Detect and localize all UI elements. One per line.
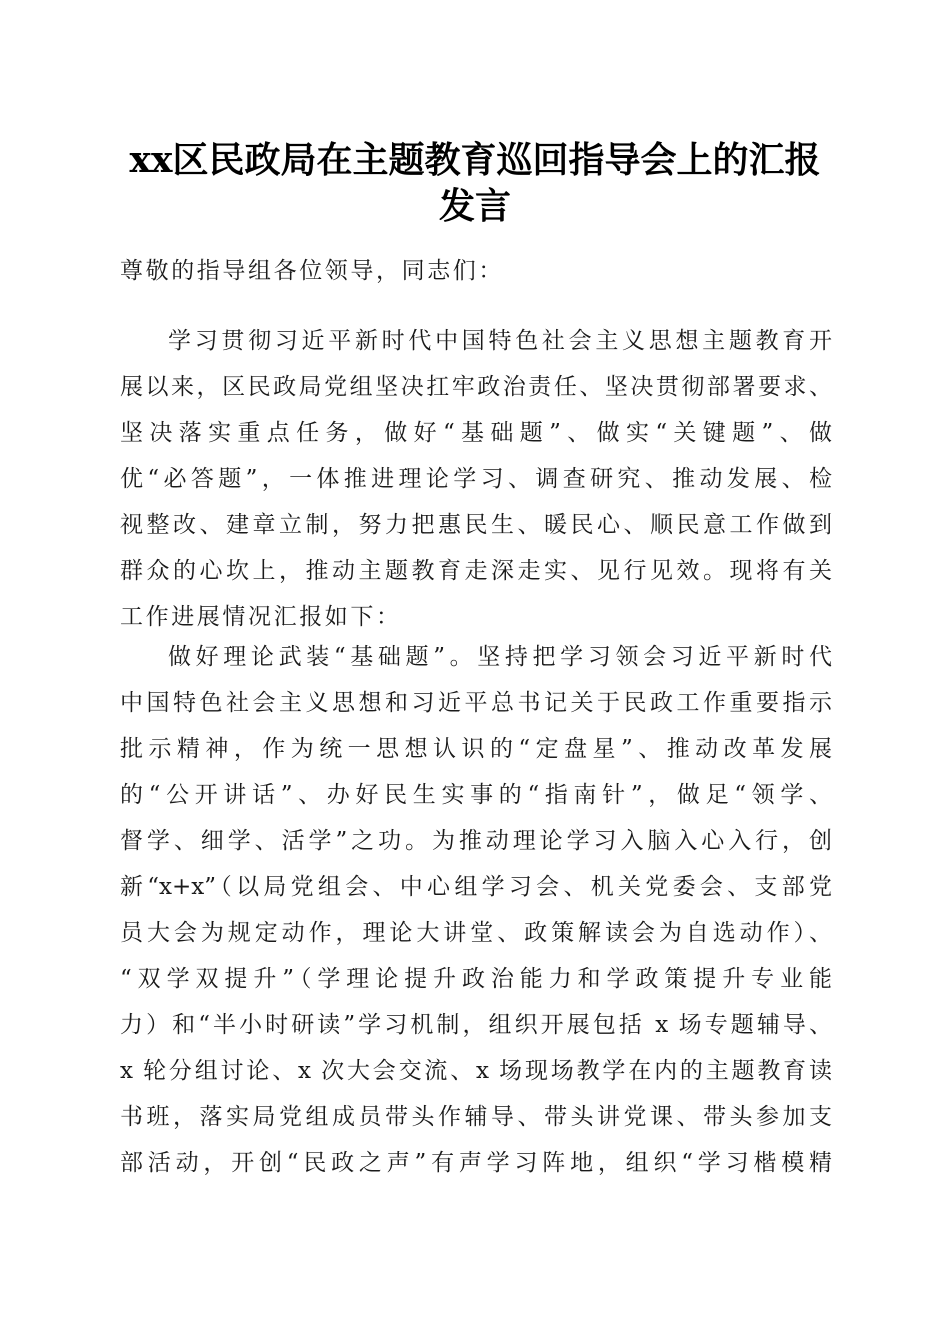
document-title-line-1: xx区民政局在主题教育巡回指导会上的汇报 xyxy=(129,139,821,181)
paragraph-2-line: 书班，落实局党组成员带头作辅导、带头讲党课、带头参加支 xyxy=(120,1104,832,1130)
paragraph-2-line: 部活动，开创“民政之声”有声学习阵地，组织“学习楷模精 xyxy=(120,1150,832,1176)
paragraph-1-line: 坚决落实重点任务，做好“基础题”、做实“关键题”、做 xyxy=(120,420,832,446)
paragraph-2-line: x 轮分组讨论、x 次大会交流、x 场现场教学在内的主题教育读 xyxy=(120,1058,832,1084)
paragraph-2-line: 的“公开讲话”、办好民生实事的“指南针”，做足“领学、 xyxy=(120,782,832,808)
paragraph-1-line: 工作进展情况汇报如下： xyxy=(120,604,402,630)
paragraph-2-line: 批示精神，作为统一思想认识的“定盘星”、推动改革发展 xyxy=(120,736,832,762)
paragraph-1-line: 群众的心坎上，推动主题教育走深走实、见行见效。现将有关 xyxy=(120,558,832,584)
paragraph-2-line: 中国特色社会主义思想和习近平总书记关于民政工作重要指示 xyxy=(120,690,832,716)
paragraph-2-line: 督学、细学、活学”之功。为推动理论学习入脑入心入行，创 xyxy=(120,828,832,854)
paragraph-1-line: 优“必答题”，一体推进理论学习、调查研究、推动发展、检 xyxy=(120,466,832,492)
paragraph-2-line: 做好理论武装“基础题”。坚持把学习领会习近平新时代 xyxy=(168,644,832,670)
paragraph-1-line: 展以来，区民政局党组坚决扛牢政治责任、坚决贯彻部署要求、 xyxy=(120,374,832,400)
paragraph-1-line: 视整改、建章立制，努力把惠民生、暖民心、顺民意工作做到 xyxy=(120,512,832,538)
paragraph-2-line: 力）和“半小时研读”学习机制，组织开展包括 x 场专题辅导、 xyxy=(120,1012,832,1038)
paragraph-2-line: 新“x+x”（以局党组会、中心组学习会、机关党委会、支部党 xyxy=(120,874,832,900)
paragraph-2-line: 员大会为规定动作，理论大讲堂、政策解读会为自选动作）、 xyxy=(120,920,832,946)
paragraph-2-line: “双学双提升”（学理论提升政治能力和学政策提升专业能 xyxy=(120,966,832,992)
document-title-line-2: 发言 xyxy=(438,185,511,227)
paragraph-1-line: 学习贯彻习近平新时代中国特色社会主义思想主题教育开 xyxy=(168,328,832,354)
salutation: 尊敬的指导组各位领导，同志们： xyxy=(120,258,504,284)
